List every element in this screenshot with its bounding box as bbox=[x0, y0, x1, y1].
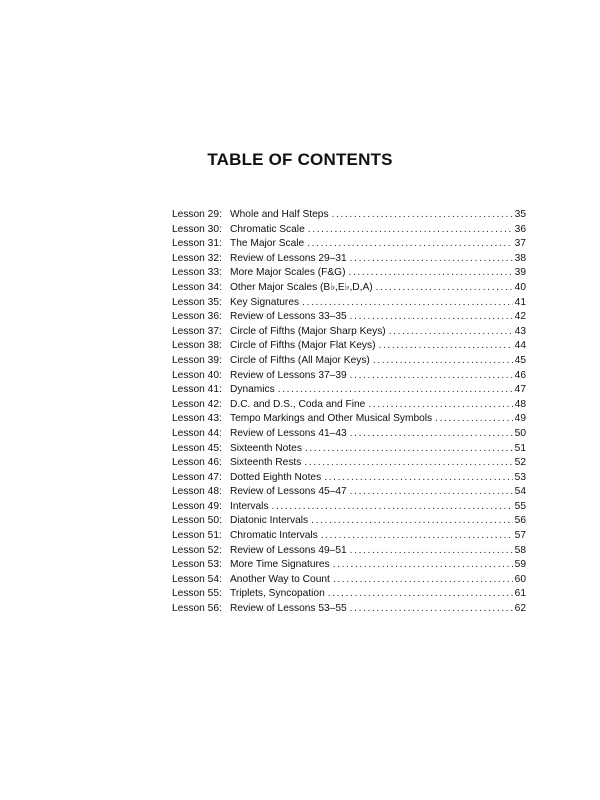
lesson-title: Review of Lessons 29–31 bbox=[230, 252, 347, 264]
dot-leader bbox=[348, 266, 512, 281]
lesson-title: The Major Scale bbox=[230, 238, 305, 250]
page-number: 45 bbox=[514, 354, 526, 366]
toc-entry bbox=[172, 383, 526, 398]
lesson-number: Lesson 42: bbox=[172, 398, 222, 410]
lesson-number: Lesson 29: bbox=[172, 209, 222, 220]
page-number: 52 bbox=[514, 457, 526, 469]
lesson-number: Lesson 38: bbox=[172, 340, 222, 352]
lesson-title: Review of Lessons 41–43 bbox=[230, 427, 347, 439]
dot-leader bbox=[350, 485, 513, 500]
lesson-title: Review of Lessons 53–55 bbox=[230, 603, 347, 615]
dot-leader bbox=[307, 237, 512, 252]
lesson-title: Circle of Fifths (Major Flat Keys) bbox=[230, 340, 376, 352]
dot-leader bbox=[302, 296, 513, 311]
toc-entry bbox=[172, 310, 526, 325]
page-number: 62 bbox=[514, 603, 526, 615]
lesson-title: Dynamics bbox=[230, 384, 275, 396]
page-number: 51 bbox=[514, 442, 526, 454]
toc-entry bbox=[172, 456, 526, 471]
lesson-number: Lesson 40: bbox=[172, 369, 222, 381]
toc-entry bbox=[172, 296, 526, 311]
toc-entry bbox=[172, 281, 526, 296]
lesson-title: More Major Scales (F&G) bbox=[230, 267, 346, 279]
dot-leader bbox=[376, 281, 513, 296]
toc-entry bbox=[172, 339, 526, 354]
lesson-title: Another Way to Count bbox=[230, 573, 330, 585]
lesson-title: Review of Lessons 33–35 bbox=[230, 311, 347, 323]
page-number: 42 bbox=[514, 311, 526, 323]
toc-entry bbox=[172, 514, 526, 529]
lesson-number: Lesson 36: bbox=[172, 311, 222, 323]
toc-entry bbox=[172, 471, 526, 486]
dot-leader bbox=[350, 544, 513, 559]
toc-entry bbox=[172, 252, 526, 267]
lesson-number: Lesson 37: bbox=[172, 325, 222, 337]
toc-entry bbox=[172, 573, 526, 588]
toc-entry bbox=[172, 485, 526, 500]
lesson-number: Lesson 47: bbox=[172, 471, 222, 483]
page-number: 35 bbox=[514, 209, 526, 220]
lesson-title: Tempo Markings and Other Musical Symbols bbox=[230, 413, 433, 425]
toc-entry bbox=[172, 558, 526, 573]
lesson-number: Lesson 43: bbox=[172, 413, 222, 425]
page-number: 48 bbox=[514, 398, 526, 410]
lesson-title: Intervals bbox=[230, 500, 269, 512]
lesson-title: Key Signatures bbox=[230, 296, 300, 308]
toc-entry bbox=[172, 529, 526, 544]
lesson-number: Lesson 41: bbox=[172, 384, 222, 396]
lesson-title: Diatonic Intervals bbox=[230, 515, 309, 527]
dot-leader bbox=[311, 514, 513, 529]
page-number: 60 bbox=[514, 573, 526, 585]
dot-leader bbox=[328, 587, 513, 602]
toc-entry bbox=[172, 587, 526, 602]
lesson-number: Lesson 45: bbox=[172, 442, 222, 454]
lesson-title: Circle of Fifths (All Major Keys) bbox=[230, 354, 370, 366]
dot-leader bbox=[350, 310, 513, 325]
dot-leader bbox=[278, 383, 513, 398]
page-number: 46 bbox=[514, 369, 526, 381]
toc-entry bbox=[172, 500, 526, 515]
lesson-number: Lesson 33: bbox=[172, 267, 222, 279]
page-number: 56 bbox=[514, 515, 526, 527]
lesson-title: Sixteenth Notes bbox=[230, 442, 302, 454]
page-number: 38 bbox=[514, 252, 526, 264]
page-number: 44 bbox=[514, 340, 526, 352]
page-number: 37 bbox=[514, 238, 526, 250]
lesson-number: Lesson 54: bbox=[172, 573, 222, 585]
lesson-number: Lesson 48: bbox=[172, 486, 222, 498]
lesson-title: Chromatic Intervals bbox=[230, 530, 318, 542]
dot-leader bbox=[435, 412, 513, 427]
toc-entry bbox=[172, 223, 526, 238]
lesson-number: Lesson 46: bbox=[172, 457, 222, 469]
lesson-title: Review of Lessons 37–39 bbox=[230, 369, 347, 381]
dot-leader bbox=[332, 208, 513, 223]
page-number: 57 bbox=[514, 530, 526, 542]
lesson-title: Review of Lessons 49–51 bbox=[230, 544, 347, 556]
dot-leader bbox=[321, 529, 513, 544]
page-number: 55 bbox=[514, 500, 526, 512]
toc-entry bbox=[172, 442, 526, 457]
lesson-title: Circle of Fifths (Major Sharp Keys) bbox=[230, 325, 386, 337]
page-number: 49 bbox=[514, 413, 526, 425]
dot-leader bbox=[389, 325, 513, 340]
page-number: 54 bbox=[514, 486, 526, 498]
lesson-number: Lesson 31: bbox=[172, 238, 222, 250]
page-number: 53 bbox=[514, 471, 526, 483]
lesson-number: Lesson 53: bbox=[172, 559, 222, 571]
page-number: 47 bbox=[514, 384, 526, 396]
toc-entry bbox=[172, 266, 526, 281]
lesson-number: Lesson 56: bbox=[172, 603, 222, 615]
page-number: 43 bbox=[514, 325, 526, 337]
lesson-title: More Time Signatures bbox=[230, 559, 330, 571]
lesson-number: Lesson 49: bbox=[172, 500, 222, 512]
toc-entry bbox=[172, 398, 526, 413]
page-title: TABLE OF CONTENTS bbox=[207, 150, 393, 169]
dot-leader bbox=[272, 500, 513, 515]
lesson-number: Lesson 55: bbox=[172, 588, 222, 600]
lesson-number: Lesson 50: bbox=[172, 515, 222, 527]
toc-entry bbox=[172, 237, 526, 252]
page-number: 39 bbox=[514, 267, 526, 279]
page-number: 61 bbox=[514, 588, 526, 600]
dot-leader bbox=[305, 442, 513, 457]
lesson-number: Lesson 35: bbox=[172, 296, 222, 308]
dot-leader bbox=[350, 602, 513, 617]
toc-entry bbox=[172, 354, 526, 369]
lesson-number: Lesson 44: bbox=[172, 427, 222, 439]
page-number: 59 bbox=[514, 559, 526, 571]
lesson-title: Sixteenth Rests bbox=[230, 457, 302, 469]
page-number: 50 bbox=[514, 427, 526, 439]
dot-leader bbox=[378, 339, 512, 354]
page-number: 40 bbox=[514, 281, 526, 293]
dot-leader bbox=[333, 573, 513, 588]
dot-leader bbox=[368, 398, 512, 413]
lesson-title: Other Major Scales (B♭,E♭,D,A) bbox=[230, 281, 373, 293]
lesson-title: Triplets, Syncopation bbox=[230, 588, 325, 600]
dot-leader bbox=[333, 558, 513, 573]
toc-entry bbox=[172, 412, 526, 427]
lesson-title: Whole and Half Steps bbox=[230, 209, 329, 220]
page-number: 58 bbox=[514, 544, 526, 556]
lesson-number: Lesson 30: bbox=[172, 223, 222, 235]
toc-entry bbox=[172, 325, 526, 340]
lesson-number: Lesson 52: bbox=[172, 544, 222, 556]
toc-entry bbox=[172, 544, 526, 559]
table-of-contents-list bbox=[172, 208, 526, 617]
dot-leader bbox=[324, 471, 512, 486]
lesson-title: Chromatic Scale bbox=[230, 223, 305, 235]
page-number: 36 bbox=[514, 223, 526, 235]
lesson-number: Lesson 51: bbox=[172, 530, 222, 542]
dot-leader bbox=[308, 223, 513, 238]
dot-leader bbox=[350, 369, 513, 384]
dot-leader bbox=[350, 427, 513, 442]
page-number: 41 bbox=[514, 296, 526, 308]
toc-entry bbox=[172, 369, 526, 384]
dot-leader bbox=[373, 354, 513, 369]
dot-leader bbox=[350, 252, 513, 267]
lesson-title: Review of Lessons 45–47 bbox=[230, 486, 347, 498]
lesson-number: Lesson 32: bbox=[172, 252, 222, 264]
lesson-title: Dotted Eighth Notes bbox=[230, 471, 322, 483]
toc-entry bbox=[172, 208, 526, 223]
lesson-number: Lesson 39: bbox=[172, 354, 222, 366]
toc-entry bbox=[172, 602, 526, 617]
lesson-number: Lesson 34: bbox=[172, 281, 222, 293]
toc-entry bbox=[172, 427, 526, 442]
dot-leader bbox=[304, 456, 512, 471]
lesson-title: D.C. and D.S., Coda and Fine bbox=[230, 398, 366, 410]
